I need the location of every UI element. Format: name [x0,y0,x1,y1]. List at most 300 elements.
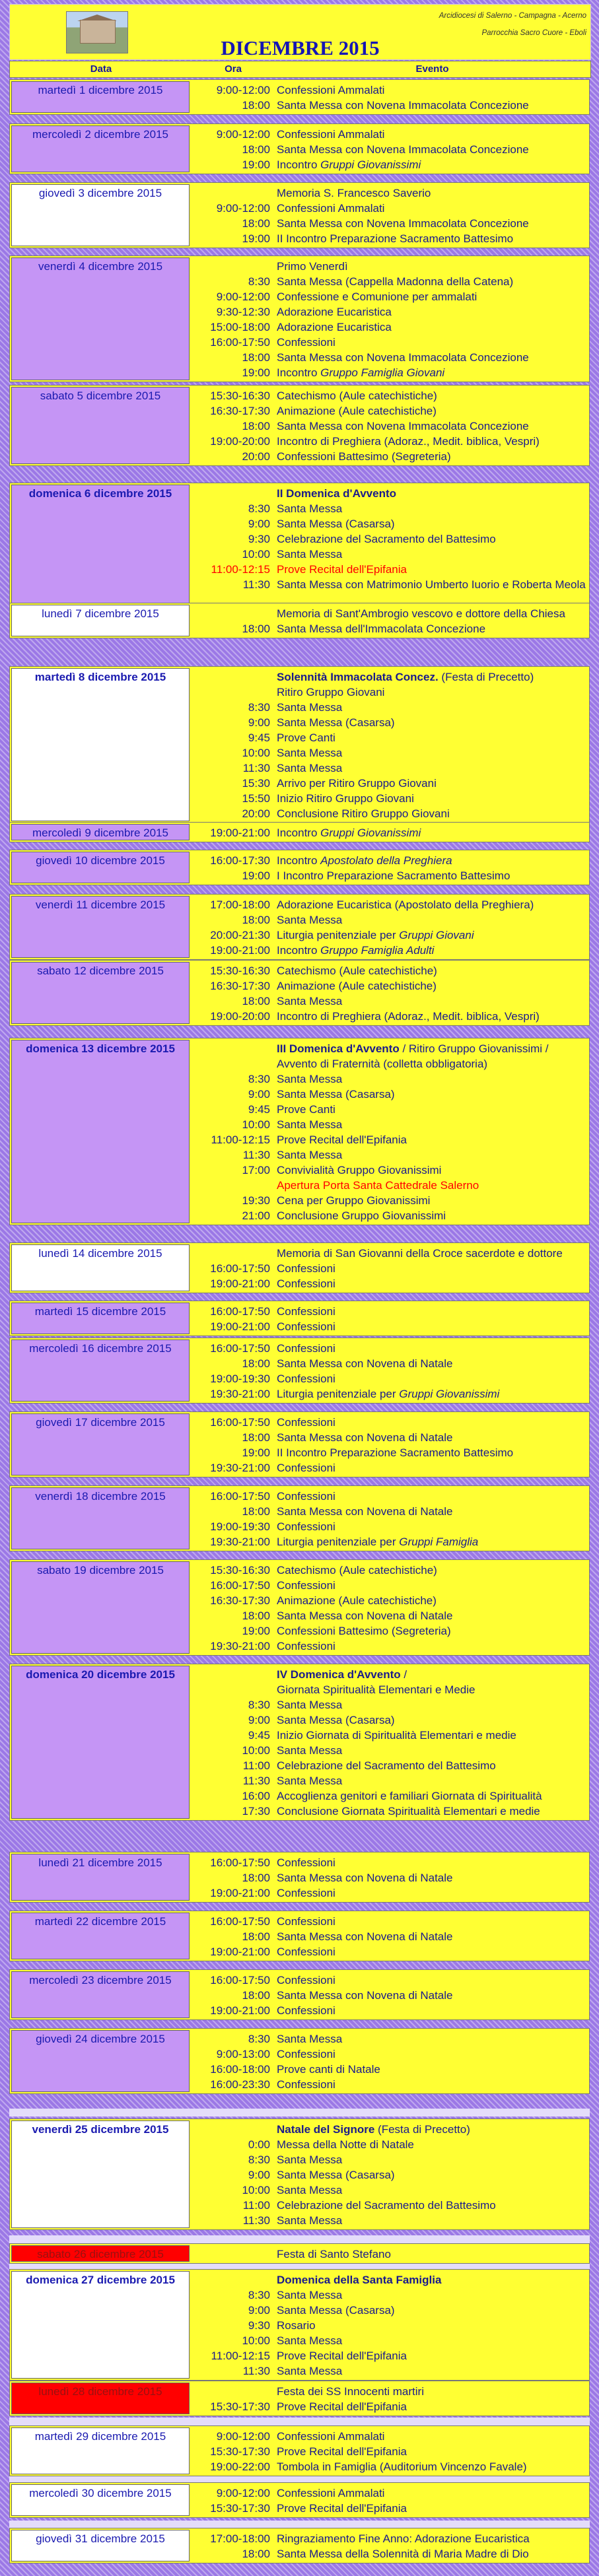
event-label: Confessioni [277,1974,335,1986]
event-text [277,531,587,547]
event-text [277,1102,587,1117]
event-time: 16:00-17:50 [210,1915,270,1928]
event-label: Incontro [277,158,321,171]
day-row [9,2381,590,2416]
event-label: Confessioni [277,1579,335,1592]
day-row [9,894,590,960]
event-time: 19:00 [242,1446,270,1459]
event-text [277,776,587,791]
event-label: Animazione (Aule catechistiche) [277,1594,437,1607]
event-text [277,403,587,419]
event-label: Prove Recital dell'Epifania [277,2502,407,2515]
event-time: 16:00-17:50 [210,1342,270,1355]
event-label: Confessioni Ammalati [277,202,385,215]
event-text [277,1667,587,1682]
event-label: Santa Messa con Novena di Natale [277,1505,453,1518]
event-text [277,730,587,745]
event-time: 18:00 [242,623,270,635]
event-text [277,1944,587,1959]
event-text [277,2444,587,2459]
event-time: 9:30-12:30 [216,306,270,318]
day-date: giovedì 24 dicembre 2015 [11,2030,190,2092]
event-label: Memoria di Sant'Ambrogio vescovo e dottore della Chiesa [277,607,565,620]
event-time: 19:00-21:00 [210,944,270,957]
event-text [277,685,587,700]
event-text [277,2363,587,2379]
event-text [277,1885,587,1901]
day-date: sabato 19 dicembre 2015 [11,1561,190,1654]
event-label: Conclusione Ritiro Gruppo Giovani [277,807,450,820]
event-time: 9:00 [248,2169,270,2181]
event-label: Santa Messa [277,2153,343,2166]
event-text [277,897,587,912]
event-text [277,1246,587,1261]
event-time: 10:00 [242,1744,270,1757]
event-text [277,1712,587,1728]
event-label: Giornata Spiritualità Elementari e Medie [277,1683,476,1696]
day-date: domenica 13 dicembre 2015 [11,1040,190,1223]
event-text [277,1178,587,1193]
event-label: Confessioni [277,2078,335,2091]
event-label: Confessioni [277,2048,335,2060]
event-text [277,547,587,562]
event-text [277,2198,587,2213]
event-text [277,186,587,201]
event-label: Ringraziamento Fine Anno: Adorazione Eucaristica [277,2532,530,2545]
event-time: 18:00 [242,143,270,156]
event-time: 8:30 [248,1699,270,1711]
event-text [277,98,587,113]
event-text [277,157,587,172]
event-time: 21:00 [242,1209,270,1222]
event-text [277,304,587,320]
event-suffix: (Festa di Precetto) [374,2123,470,2136]
event-label: Confessioni [277,1416,335,1429]
event-text [277,912,587,928]
event-text [277,1386,587,1402]
event-text [277,388,587,403]
event-time: 18:00 [242,351,270,364]
event-text [277,1009,587,1024]
event-text [277,791,587,806]
event-time [192,1041,270,1056]
event-text [277,201,587,216]
event-group: Gruppo Famiglia Adulti [320,944,435,957]
event-time: 9:00-12:00 [216,290,270,303]
event-time: 16:30-17:30 [210,405,270,417]
event-text [277,2152,587,2167]
event-label: II Domenica d'Avvento [277,487,397,500]
event-label: Santa Messa con Novena di Natale [277,1872,453,1884]
event-time [192,186,270,201]
event-time: 9:00 [248,1714,270,1726]
event-time [192,2272,270,2288]
event-label: Confessioni [277,1305,335,1318]
event-label: Celebrazione del Sacramento del Battesimo [277,1759,496,1772]
day-row [9,1852,590,1903]
event-text [277,2333,587,2348]
event-label: Inizio Ritiro Gruppo Giovani [277,792,414,805]
event-text [277,2384,587,2399]
event-text [277,1041,587,1056]
event-time: 15:30-16:30 [210,390,270,402]
event-text [277,2167,587,2183]
day-date: domenica 6 dicembre 2015 [11,485,190,607]
column-date: Data [90,63,112,75]
event-label: Prove Recital dell'Epifania [277,563,407,576]
event-time: 11:30 [242,578,270,591]
event-text [277,1319,587,1334]
event-label: Santa Messa [277,2033,343,2045]
event-text [277,669,587,685]
event-time: 8:30 [248,502,270,515]
month-title: DICEMBRE 2015 [221,36,380,59]
day-row [9,2425,590,2476]
day-row [9,2528,590,2563]
page-header [9,4,591,60]
event-text [277,1087,587,1102]
event-label: Santa Messa (Casarsa) [277,2169,395,2181]
event-time: 19:30-21:00 [210,1536,270,1548]
event-label: Santa Messa [277,1744,343,1757]
event-time: 16:00 [242,1790,270,1802]
column-header [9,61,591,78]
event-label: Santa Messa dell'Immacolata Concezione [277,623,486,635]
event-text [277,419,587,434]
event-time: 10:00 [242,1118,270,1131]
event-text [277,1193,587,1208]
event-label: Prove Recital dell'Epifania [277,1134,407,1146]
event-time: 20:00-21:30 [210,929,270,941]
event-label: Santa Messa della Solennità di Maria Madre di Dio [277,2548,529,2560]
event-time: 18:00 [242,1872,270,1884]
event-time: 15:30-17:30 [210,2502,270,2515]
event-label: Incontro [277,944,321,957]
day-row [9,79,590,115]
event-time: 16:00-17:50 [210,1974,270,1986]
event-text [277,1430,587,1445]
day-row [9,1411,590,1477]
event-label: Santa Messa [277,2289,343,2301]
event-text [277,1071,587,1087]
day-row [9,960,590,1026]
event-time [192,2384,270,2399]
event-time: 9:00 [248,716,270,729]
day-row [9,2118,590,2230]
event-time: 18:00 [242,420,270,432]
event-text [277,2183,587,2198]
event-text [277,1341,587,1356]
event-time: 17:00 [242,1164,270,1176]
event-time: 19:00-21:00 [210,827,270,839]
day-row [9,1969,590,2020]
event-time: 8:30 [248,275,270,288]
event-time: 19:00-21:00 [210,1887,270,1899]
event-time: 15:30-16:30 [210,965,270,977]
event-time: 8:30 [248,2153,270,2166]
event-time: 19:00 [242,158,270,171]
event-label: Santa Messa [277,1149,343,1161]
event-text [277,216,587,231]
event-time: 18:00 [242,1431,270,1444]
event-label: Primo Venerdì [277,260,348,273]
event-label: Santa Messa con Novena di Natale [277,1930,453,1943]
event-time [192,1682,270,1697]
event-text [277,745,587,761]
event-text [277,434,587,449]
event-label: Santa Messa [277,502,343,515]
day-date: lunedì 28 dicembre 2015 [11,2383,190,2414]
event-time: 18:00 [242,1610,270,1622]
event-label: Confessioni [277,1520,335,1533]
event-time: 16:00-17:30 [210,854,270,867]
day-row [9,483,590,609]
event-label: Confessioni Ammalati [277,128,385,141]
event-label: Santa Messa [277,2184,343,2196]
day-row [9,385,590,466]
diocese-label: Arcidiocesi di Salerno - Campagna - Acerno [439,12,586,20]
event-label: Confessioni [277,336,335,349]
event-label: Incontro di Preghiera (Adoraz., Medit. biblica, Vespri) [277,435,540,448]
event-label: Santa Messa [277,2365,343,2377]
event-text [277,928,587,943]
event-label: Confessioni [277,1640,335,1652]
event-time: 9:00 [248,2304,270,2317]
event-text [277,1489,587,1504]
event-label: Conclusione Gruppo Giovanissimi [277,1209,446,1222]
event-label: Catechismo (Aule catechistiche) [277,965,437,977]
event-time: 15:50 [242,792,270,805]
event-label: Confessioni Battesimo (Segreteria) [277,1625,451,1637]
event-text [277,259,587,274]
event-text [277,2047,587,2062]
event-text [277,994,587,1009]
event-time: 9:00-12:00 [216,2487,270,2499]
event-text [277,1056,587,1071]
event-label: Prove Recital dell'Epifania [277,2350,407,2362]
event-time: 9:00-12:00 [216,2430,270,2443]
event-text [277,1788,587,1804]
event-time: 9:00-12:00 [216,202,270,215]
event-time: 18:00 [242,914,270,926]
day-date: giovedì 17 dicembre 2015 [11,1413,190,1475]
event-label: Santa Messa con Novena di Natale [277,1431,453,1444]
event-text [277,1682,587,1697]
day-row [9,603,590,638]
event-time: 19:00-22:00 [210,2460,270,2473]
event-label: Prove Recital dell'Epifania [277,2445,407,2458]
event-label: Confessioni Ammalati [277,2487,385,2499]
event-text [277,1578,587,1593]
event-label: Liturgia penitenziale per [277,1388,400,1400]
event-label: I Incontro Preparazione Sacramento Battesimo [277,869,511,882]
event-label: Santa Messa [277,914,343,926]
event-time [192,1056,270,1071]
event-text [277,806,587,821]
event-label: Santa Messa (Casarsa) [277,1714,395,1726]
event-text [277,486,587,501]
event-time: 11:30 [242,2365,270,2377]
event-group: Gruppo Famiglia Giovani [320,366,445,379]
day-date: martedì 15 dicembre 2015 [11,1303,190,1334]
event-text [277,1117,587,1132]
event-time: 10:00 [242,747,270,759]
row-divider [9,2235,590,2243]
event-label: Santa Messa [277,762,343,774]
event-text [277,2546,587,2561]
event-label: Santa Messa [277,2334,343,2347]
event-time: 18:00 [242,1930,270,1943]
event-label: Santa Messa con Novena Immacolata Concezione [277,143,529,156]
event-text [277,1445,587,1460]
day-date: mercoledì 30 dicembre 2015 [11,2484,190,2516]
event-label: Adorazione Eucaristica (Apostolato della Preghiera) [277,898,534,911]
event-label: Santa Messa (Casarsa) [277,2304,395,2317]
event-label: Incontro di Preghiera (Adoraz., Medit. biblica, Vespri) [277,1010,540,1023]
event-text [277,2288,587,2303]
event-time: 19:00-21:00 [210,1946,270,1958]
event-time: 16:00-17:50 [210,1856,270,1869]
day-row [9,2028,590,2094]
event-label: Santa Messa con Novena Immacolata Concezione [277,99,529,112]
event-time: 9:45 [248,1103,270,1116]
event-time: 15:30-16:30 [210,1564,270,1576]
event-time: 10:00 [242,2334,270,2347]
day-date: lunedì 7 dicembre 2015 [11,605,190,636]
event-time: 18:00 [242,99,270,112]
event-label: Inizio Giornata di Spiritualità Elementari e medie [277,1729,516,1742]
event-label: Tombola in Famiglia (Auditorium Vincenzo Favale) [277,2460,527,2473]
event-time: 18:00 [242,995,270,1007]
event-time: 15:30-17:30 [210,2400,270,2413]
event-label: Memoria S. Francesco Saverio [277,187,431,199]
event-label: Confessioni [277,1262,335,1275]
event-label: Santa Messa con Novena di Natale [277,1357,453,1370]
day-date: venerdì 18 dicembre 2015 [11,1487,190,1549]
day-date: mercoledì 16 dicembre 2015 [11,1339,190,1402]
event-time: 19:00-19:30 [210,1373,270,1385]
event-time: 18:00 [242,1989,270,2002]
event-label: Santa Messa con Novena di Natale [277,1989,453,2002]
row-divider [9,2418,590,2425]
event-time [192,259,270,274]
event-text [277,715,587,730]
event-time: 11:30 [242,762,270,774]
event-label: Confessioni [277,1887,335,1899]
event-text [277,1929,587,1944]
event-time: 0:00 [248,2138,270,2151]
event-label: Santa Messa (Casarsa) [277,1088,395,1101]
event-text [277,2399,587,2414]
event-label: Santa Messa con Novena Immacolata Concezione [277,217,529,230]
event-label: Santa Messa (Casarsa) [277,716,395,729]
event-label: Accoglienza genitori e familiari Giornata di Spiritualità [277,1790,542,1802]
column-event: Evento [415,63,449,75]
event-label: Confessioni Battesimo (Segreteria) [277,450,451,463]
event-time: 11:00-12:15 [211,1134,270,1146]
day-row [9,1911,590,1961]
event-text [277,1304,587,1319]
event-label: Memoria di San Giovanni della Croce sacerdote e dottore [277,1247,563,1260]
event-time: 9:00-12:00 [216,128,270,141]
event-label: Confessioni [277,1915,335,1928]
event-group: Gruppi Giovanissimi [320,827,421,839]
event-time: 11:00-12:15 [211,563,270,576]
event-time: 11:00-12:15 [211,2350,270,2362]
event-text [277,231,587,246]
day-row [9,1038,590,1225]
event-label: Confessioni [277,1320,335,1333]
event-label: Prove Recital dell'Epifania [277,2400,407,2413]
event-text [277,1773,587,1788]
event-label: Confessioni [277,2004,335,2017]
event-label: Catechismo (Aule catechistiche) [277,1564,437,1576]
event-text [277,2318,587,2333]
event-text [277,2348,587,2363]
event-label: Festa di Santo Stefano [277,2248,391,2260]
event-time: 16:00-17:50 [210,1579,270,1592]
event-text [277,1504,587,1519]
day-date: martedì 22 dicembre 2015 [11,1913,190,1959]
event-label: Confessioni [277,1277,335,1290]
event-time [192,1667,270,1682]
event-text [277,516,587,531]
event-label: Adorazione Eucaristica [277,306,392,318]
event-label: Confessioni [277,1342,335,1355]
event-text [277,1758,587,1773]
event-time: 9:00-13:00 [216,2048,270,2060]
event-time: 16:00-17:50 [210,1416,270,1429]
event-text [277,2486,587,2501]
event-text [277,1132,587,1147]
event-label: Confessioni [277,1946,335,1958]
event-time: 9:45 [248,731,270,744]
event-time: 8:30 [248,2033,270,2045]
event-time: 17:00-18:00 [210,898,270,911]
event-text [277,1914,587,1929]
event-text [277,335,587,350]
event-label: Solennità Immacolata Concez. [277,671,439,683]
event-text [277,825,587,840]
day-date: giovedì 31 dicembre 2015 [11,2530,190,2561]
event-time: 19:30 [242,1194,270,1207]
event-text [277,1147,587,1163]
event-label: Liturgia penitenziale per [277,929,400,941]
event-label: Santa Messa (Casarsa) [277,518,395,530]
day-date: martedì 1 dicembre 2015 [11,81,190,113]
event-text [277,2501,587,2516]
event-text [277,1988,587,2003]
event-label: Santa Messa con Matrimonio Umberto Iuorio e Roberta Meola [277,578,586,591]
event-time: 9:00-12:00 [216,84,270,96]
event-time: 11:00 [242,2199,270,2212]
event-label: Confessioni Ammalati [277,2430,385,2443]
event-label: Liturgia penitenziale per [277,1536,400,1548]
event-label: Convivialità Gruppo Giovanissimi [277,1164,442,1176]
event-text [277,2031,587,2047]
day-date: sabato 5 dicembre 2015 [11,387,190,464]
event-time: 19:00-20:00 [210,1010,270,1023]
event-label: Avvento di Fraternità (colletta obbligatoria) [277,1058,488,1070]
event-time: 11:00 [242,1759,270,1772]
event-text [277,1519,587,1534]
event-text [277,1593,587,1608]
event-text [277,127,587,142]
event-text [277,2272,587,2288]
event-time: 19:00-21:00 [210,1320,270,1333]
day-date: giovedì 3 dicembre 2015 [11,184,190,246]
event-time: 18:00 [242,1357,270,1370]
